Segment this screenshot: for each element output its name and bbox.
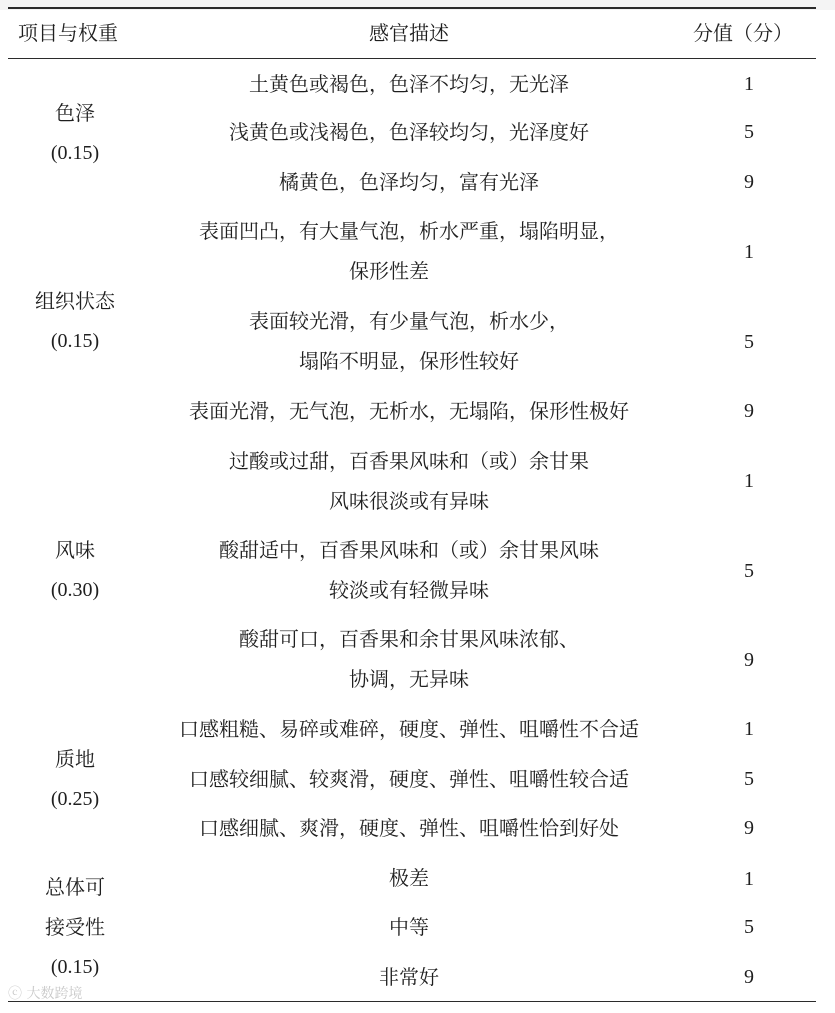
table-top-rule bbox=[8, 7, 816, 9]
desc-acceptability-1: 极差 bbox=[389, 866, 429, 890]
desc-mouthfeel-2: 口感较细腻、较爽滑，硬度、弹性、咀嚼性较合适 bbox=[189, 767, 629, 791]
score-acceptability-1: 1 bbox=[744, 868, 754, 890]
score-color-1: 1 bbox=[744, 73, 754, 95]
item-flavor-name: 风味 bbox=[55, 538, 95, 562]
item-flavor-weight: (0.30) bbox=[50, 579, 100, 601]
desc-texture-state-3: 表面光滑，无气泡，无析水，无塌陷，保形性极好 bbox=[189, 399, 629, 423]
score-color-2: 5 bbox=[744, 121, 754, 143]
desc-color-2: 浅黄色或浅褐色，色泽较均匀，光泽度好 bbox=[229, 120, 589, 144]
watermark bbox=[8, 986, 82, 1002]
score-texture-state-3: 9 bbox=[744, 400, 754, 422]
desc-texture-state-2: 表面较光滑，有少量气泡，析水少， 塌陷不明显，保形性较好 bbox=[249, 309, 569, 373]
desc-color-1: 土黄色或褐色，色泽不均匀，无光泽 bbox=[249, 72, 569, 96]
score-flavor-3: 9 bbox=[744, 649, 754, 671]
desc-flavor-3: 酸甜可口，百香果和余甘果风味浓郁、 协调，无异味 bbox=[239, 627, 579, 691]
item-color-name: 色泽 bbox=[55, 101, 95, 125]
desc-color-3: 橘黄色，色泽均匀，富有光泽 bbox=[279, 170, 539, 194]
score-flavor-1: 1 bbox=[744, 470, 754, 492]
score-acceptability-2: 5 bbox=[744, 916, 754, 938]
score-texture-state-2: 5 bbox=[744, 331, 754, 353]
score-color-3: 9 bbox=[744, 171, 754, 193]
score-texture-state-1: 1 bbox=[744, 241, 754, 263]
item-mouthfeel-weight: (0.25) bbox=[50, 788, 100, 810]
desc-mouthfeel-1: 口感粗糙、易碎或难碎，硬度、弹性、咀嚼性不合适 bbox=[179, 717, 639, 741]
watermark-logo-icon: ⓒ bbox=[8, 986, 27, 1002]
score-mouthfeel-2: 5 bbox=[744, 768, 754, 790]
header-sensory-description: 感官描述 bbox=[369, 21, 449, 45]
desc-acceptability-2: 中等 bbox=[389, 915, 429, 939]
watermark-text: 大数跨境 bbox=[26, 986, 83, 1002]
item-acceptability-weight: (0.15) bbox=[50, 956, 100, 978]
score-flavor-2: 5 bbox=[744, 560, 754, 582]
desc-mouthfeel-3: 口感细腻、爽滑，硬度、弹性、咀嚼性恰到好处 bbox=[199, 816, 619, 840]
desc-texture-state-1: 表面凹凸，有大量气泡，析水严重，塌陷明显， 保形性差 bbox=[199, 219, 619, 283]
item-texture-state-name: 组织状态 bbox=[35, 289, 115, 313]
item-color-weight: (0.15) bbox=[50, 142, 100, 164]
item-mouthfeel-name: 质地 bbox=[55, 747, 95, 771]
desc-flavor-1: 过酸或过甜，百香果风味和（或）余甘果 风味很淡或有异味 bbox=[229, 449, 589, 513]
item-texture-state-weight: (0.15) bbox=[50, 330, 100, 352]
desc-flavor-2: 酸甜适中，百香果风味和（或）余甘果风味 较淡或有轻微异味 bbox=[219, 538, 599, 602]
table-bottom-rule bbox=[8, 1001, 816, 1002]
score-mouthfeel-3: 9 bbox=[744, 817, 754, 839]
item-acceptability-name-line1: 总体可 bbox=[45, 875, 105, 899]
score-acceptability-3: 9 bbox=[744, 966, 754, 988]
table-header-rule bbox=[8, 58, 816, 59]
item-acceptability-name-line2: 接受性 bbox=[45, 915, 105, 939]
desc-acceptability-3: 非常好 bbox=[379, 965, 439, 989]
score-mouthfeel-1: 1 bbox=[744, 718, 754, 740]
header-item-weight: 项目与权重 bbox=[18, 21, 118, 45]
header-score: 分值（分） bbox=[693, 21, 793, 45]
